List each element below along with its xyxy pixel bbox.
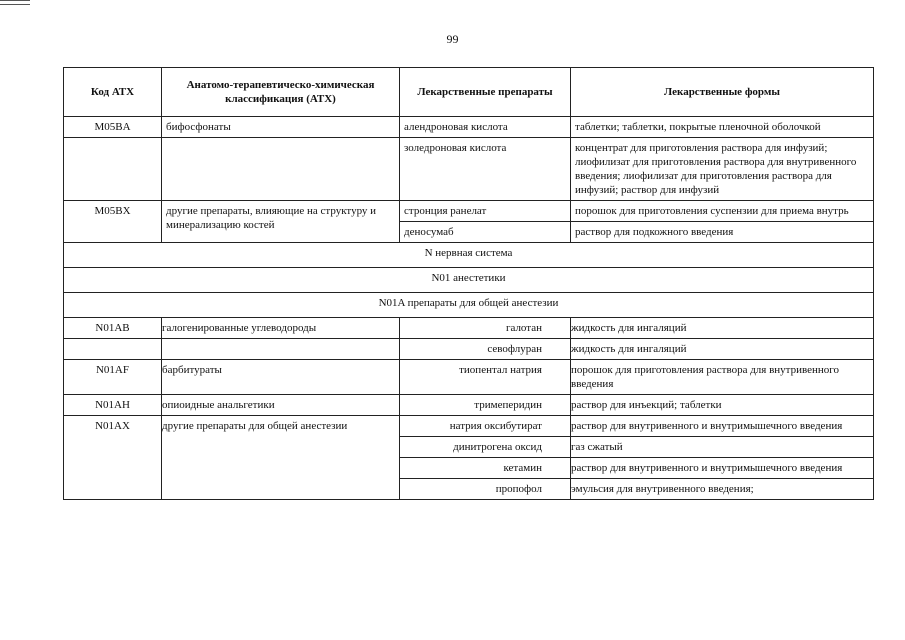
table-header-row bbox=[64, 68, 874, 117]
classification-cell bbox=[162, 138, 400, 201]
form-cell: газ сжатый bbox=[571, 437, 874, 458]
header-classification: Анатомо-терапевтическо-химическая классификация (АТХ) bbox=[162, 68, 400, 117]
classification-cell bbox=[162, 339, 400, 360]
table-row bbox=[64, 318, 874, 339]
section-heading: N нервная система bbox=[64, 243, 874, 268]
atc-drug-table bbox=[63, 67, 874, 500]
section-heading: N01A препараты для общей анестезии bbox=[64, 293, 874, 318]
page-number: 99 bbox=[446, 32, 459, 46]
atc-code-cell: M05BA bbox=[64, 117, 162, 138]
atc-code-cell bbox=[64, 138, 162, 201]
atc-code-cell: M05BX bbox=[64, 201, 162, 243]
scan-corner-mark bbox=[0, 0, 30, 5]
drug-cell: динитрогена оксид bbox=[400, 437, 571, 458]
classification-cell: опиоидные анальгетики bbox=[162, 395, 400, 416]
form-cell: концентрат для приготовления раствора для инфузий; лиофилизат для приготовления раствора для внутривенного введения; лиофилизат для приготовления раствора для инфузий; раствор для инфузий bbox=[571, 138, 874, 201]
form-cell: раствор для инъекций; таблетки bbox=[571, 395, 874, 416]
drug-cell: золедроновая кислота bbox=[400, 138, 571, 201]
section-row bbox=[64, 293, 874, 318]
table-row bbox=[64, 395, 874, 416]
table-row bbox=[64, 117, 874, 138]
section-heading: N01 анестетики bbox=[64, 268, 874, 293]
form-cell: раствор для внутривенного и внутримышечного введения bbox=[571, 458, 874, 479]
drug-cell: деносумаб bbox=[400, 222, 571, 243]
classification-cell: галогенированные углеводороды bbox=[162, 318, 400, 339]
table-row bbox=[64, 360, 874, 395]
table-row bbox=[64, 201, 874, 222]
form-cell: таблетки; таблетки, покрытые пленочной оболочкой bbox=[571, 117, 874, 138]
drug-cell: натрия оксибутират bbox=[400, 416, 571, 437]
drug-cell: кетамин bbox=[400, 458, 571, 479]
table-row bbox=[64, 339, 874, 360]
classification-cell: другие препараты для общей анестезии bbox=[162, 416, 400, 500]
table-row bbox=[64, 138, 874, 201]
table-row bbox=[64, 416, 874, 437]
drug-cell: алендроновая кислота bbox=[400, 117, 571, 138]
atc-code-cell: N01AB bbox=[64, 318, 162, 339]
drug-cell: севофлуран bbox=[400, 339, 571, 360]
drug-cell: пропофол bbox=[400, 479, 571, 500]
form-cell: порошок для приготовления раствора для внутривенного введения bbox=[571, 360, 874, 395]
atc-code-cell: N01AH bbox=[64, 395, 162, 416]
classification-cell: бифосфонаты bbox=[162, 117, 400, 138]
form-cell: порошок для приготовления суспензии для приема внутрь bbox=[571, 201, 874, 222]
drug-cell: галотан bbox=[400, 318, 571, 339]
header-forms: Лекарственные формы bbox=[571, 68, 874, 117]
drug-cell: стронция ранелат bbox=[400, 201, 571, 222]
header-drugs: Лекарственные препараты bbox=[400, 68, 571, 117]
form-cell: жидкость для ингаляций bbox=[571, 318, 874, 339]
form-cell: эмульсия для внутривенного введения; bbox=[571, 479, 874, 500]
form-cell: жидкость для ингаляций bbox=[571, 339, 874, 360]
atc-code-cell: N01AX bbox=[64, 416, 162, 500]
drug-cell: тримеперидин bbox=[400, 395, 571, 416]
section-row bbox=[64, 268, 874, 293]
section-row bbox=[64, 243, 874, 268]
classification-cell: другие препараты, влияющие на структуру и минерализацию костей bbox=[162, 201, 400, 243]
atc-code-cell: N01AF bbox=[64, 360, 162, 395]
classification-cell: барбитураты bbox=[162, 360, 400, 395]
drug-cell: тиопентал натрия bbox=[400, 360, 571, 395]
form-cell: раствор для подкожного введения bbox=[571, 222, 874, 243]
atc-code-cell bbox=[64, 339, 162, 360]
form-cell: раствор для внутривенного и внутримышечного введения bbox=[571, 416, 874, 437]
header-code: Код АТХ bbox=[64, 68, 162, 117]
